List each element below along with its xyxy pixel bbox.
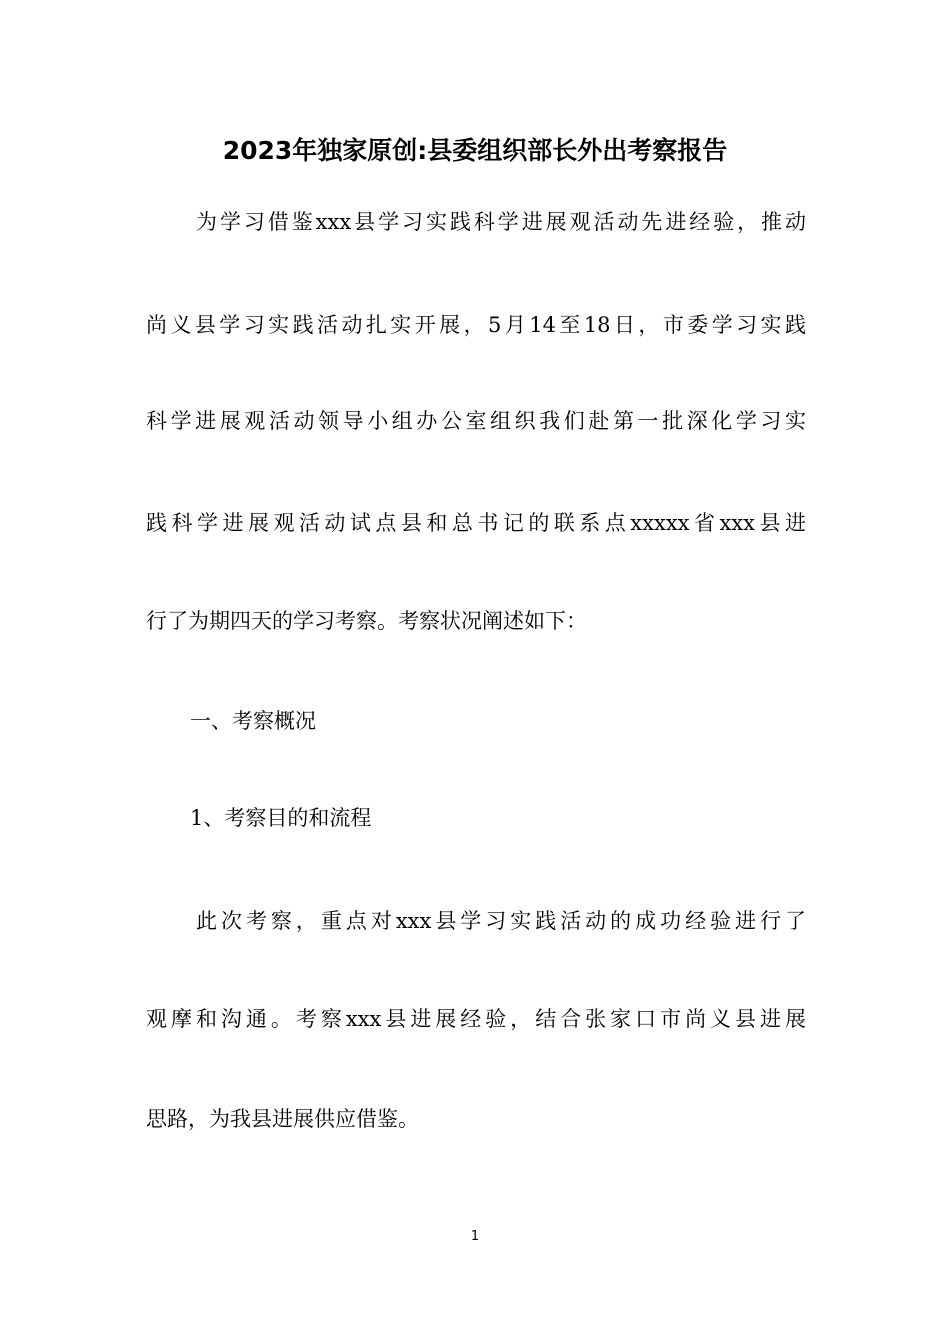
paragraph-line: 此次考察，重点对xxx县学习实践活动的成功经验进行了 <box>196 909 806 933</box>
subsection-heading: 1、考察目的和流程 <box>190 806 372 830</box>
paragraph-line: 行了为期四天的学习考察。考察状况阐述如下： <box>146 609 587 633</box>
paragraph-line: 观摩和沟通。考察xxx县进展经验，结合张家口市尚义县进展 <box>146 1007 806 1031</box>
document-title: 2023年独家原创:县委组织部长外出考察报告 <box>222 136 728 165</box>
paragraph-line: 科学进展观活动领导小组办公室组织我们赴第一批深化学习实 <box>146 409 806 433</box>
section-heading: 一、考察概况 <box>190 709 316 733</box>
page-number: 1 <box>470 1229 480 1244</box>
paragraph-line: 尚义县学习实践活动扎实开展，5月14至18日，市委学习实践 <box>146 313 806 337</box>
paragraph-line: 践科学进展观活动试点县和总书记的联系点xxxxx省xxx县进 <box>146 511 806 535</box>
paragraph-line: 为学习借鉴xxx县学习实践科学进展观活动先进经验，推动 <box>196 210 806 234</box>
paragraph-line: 思路，为我县进展供应借鉴。 <box>146 1107 419 1131</box>
